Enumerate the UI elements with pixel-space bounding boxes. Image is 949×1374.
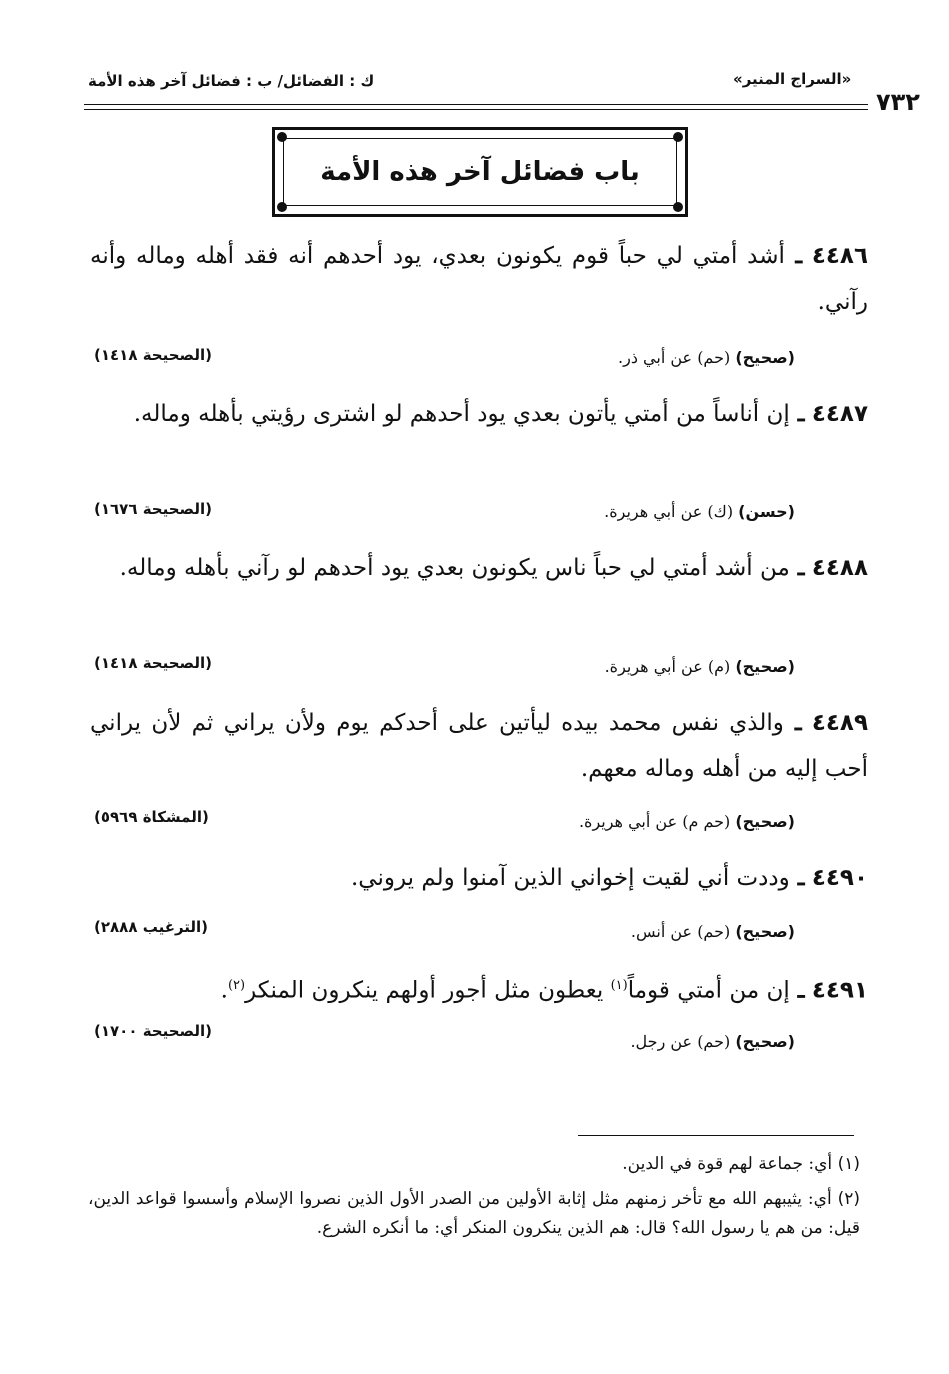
hadith-grade: (صحيح) — [735, 1032, 795, 1051]
hadith-body: أشد أمتي لي حباً قوم يكونون بعدي، يود أحدهم أنه فقد أهله وماله وأنه رآني. — [90, 243, 868, 315]
chapter-title: باب فضائل آخر هذه الأمة — [320, 157, 640, 187]
hadith-body-end: . — [220, 977, 228, 1004]
hadith-grade-line — [618, 348, 795, 367]
hadith-grade: (صحيح) — [735, 348, 795, 367]
hadith-text — [90, 545, 868, 591]
hadith-grade: (حسن) — [738, 502, 795, 521]
hadith-grade-line — [630, 1032, 795, 1051]
hadith-body: إن أناساً من أمتي يأتون بعدي يود أحدهم لو اشترى رؤيتي بأهله وماله. — [133, 401, 790, 427]
hadith-grade-line — [631, 922, 795, 941]
footnote-ref-2[interactable]: (٢) — [227, 978, 246, 993]
hadith-narrator: (حم) عن رجل. — [630, 1032, 731, 1051]
hadith-text — [90, 700, 868, 792]
hadith-dash: ـ — [784, 242, 803, 269]
hadith-source: (الصحيحة ١٤١٨) — [94, 654, 212, 672]
hadith-source: (الصحيحة ١٧٠٠) — [94, 1022, 212, 1040]
hadith-body: وددت أني لقيت إخواني الذين آمنوا ولم يروني. — [350, 865, 790, 891]
footnote-number: (٢) — [837, 1189, 860, 1209]
footnote-text: أي: جماعة لهم قوة في الدين. — [622, 1154, 833, 1174]
hadith-number: ٤٤٩١ — [811, 977, 868, 1004]
hadith-number: ٤٤٨٨ — [811, 555, 868, 581]
hadith-narrator: (م) عن أبي هريرة. — [604, 657, 731, 676]
hadith-text — [90, 855, 868, 901]
hadith-dash: ـ — [789, 864, 805, 891]
hadith-number: ٤٤٩٠ — [811, 865, 868, 891]
chapter-title-frame — [272, 127, 688, 217]
hadith-body: والذي نفس محمد بيده ليأتين على أحدكم يوم ولأن يراني ثم لأن يراني أحب إليه من أهله وماله معهم. — [90, 710, 868, 782]
book-title-header: «السراج المنير» — [733, 70, 852, 88]
hadith-number: ٤٤٨٩ — [811, 710, 869, 736]
footnote-2 — [88, 1185, 860, 1243]
hadith-narrator: (حم) عن أبي ذر. — [618, 348, 731, 367]
hadith-narrator: (ك) عن أبي هريرة. — [604, 502, 734, 521]
hadith-dash: ـ — [789, 400, 805, 427]
page-number: ٧٣٢ — [876, 88, 920, 116]
hadith-narrator: (حم م) عن أبي هريرة. — [578, 812, 731, 831]
footnote-ref-1[interactable]: (١) — [610, 978, 628, 993]
footnote-text: أي: يثيبهم الله مع تأخر زمنهم مثل إثابة الأولين من الصدر الأول الذين نصروا الإسلام وأسسوا قواعد الدين، قيل: من هم يا رسول الله؟ قال: هم الذين ينكرون المنكر أي: ما أنكره الشرع. — [88, 1189, 860, 1238]
hadith-grade-line — [579, 812, 795, 831]
hadith-narrator: (حم) عن أنس. — [630, 922, 731, 941]
hadith-body-cont: يعطون مثل أجور أولهم ينكرون المنكر — [245, 977, 611, 1004]
hadith-dash: ـ — [789, 976, 805, 1004]
hadith-text — [90, 963, 868, 1014]
hadith-text — [90, 391, 868, 437]
header-rule-bottom — [84, 109, 868, 110]
footnote-number: (١) — [837, 1154, 860, 1174]
hadith-dash: ـ — [783, 709, 802, 736]
header-rule-top — [84, 104, 868, 105]
hadith-number: ٤٤٨٧ — [811, 401, 868, 427]
chapter-header: ك : الفضائل/ ب : فضائل آخر هذه الأمة — [88, 72, 375, 90]
hadith-grade: (صحيح) — [735, 657, 795, 676]
hadith-body: إن من أمتي قوماً — [627, 977, 790, 1004]
hadith-grade-line — [605, 657, 795, 676]
hadith-text — [90, 233, 868, 325]
chapter-title-inner-frame — [283, 138, 677, 206]
hadith-grade: (صحيح) — [735, 922, 795, 941]
hadith-source: (الترغيب ٢٨٨٨) — [94, 918, 209, 936]
hadith-source: (الصحيحة ١٦٧٦) — [94, 500, 212, 518]
hadith-body: من أشد أمتي لي حباً ناس يكونون بعدي يود أحدهم لو رآني بأهله وماله. — [119, 555, 790, 581]
hadith-number: ٤٤٨٦ — [811, 243, 868, 269]
hadith-source: (الصحيحة ١٤١٨) — [94, 346, 212, 364]
hadith-source: (المشكاة ٥٩٦٩) — [94, 808, 209, 826]
hadith-grade-line — [604, 502, 795, 521]
hadith-dash: ـ — [789, 554, 805, 581]
footnote-separator — [578, 1135, 854, 1136]
hadith-grade: (صحيح) — [735, 812, 795, 831]
footnote-1 — [88, 1150, 860, 1179]
